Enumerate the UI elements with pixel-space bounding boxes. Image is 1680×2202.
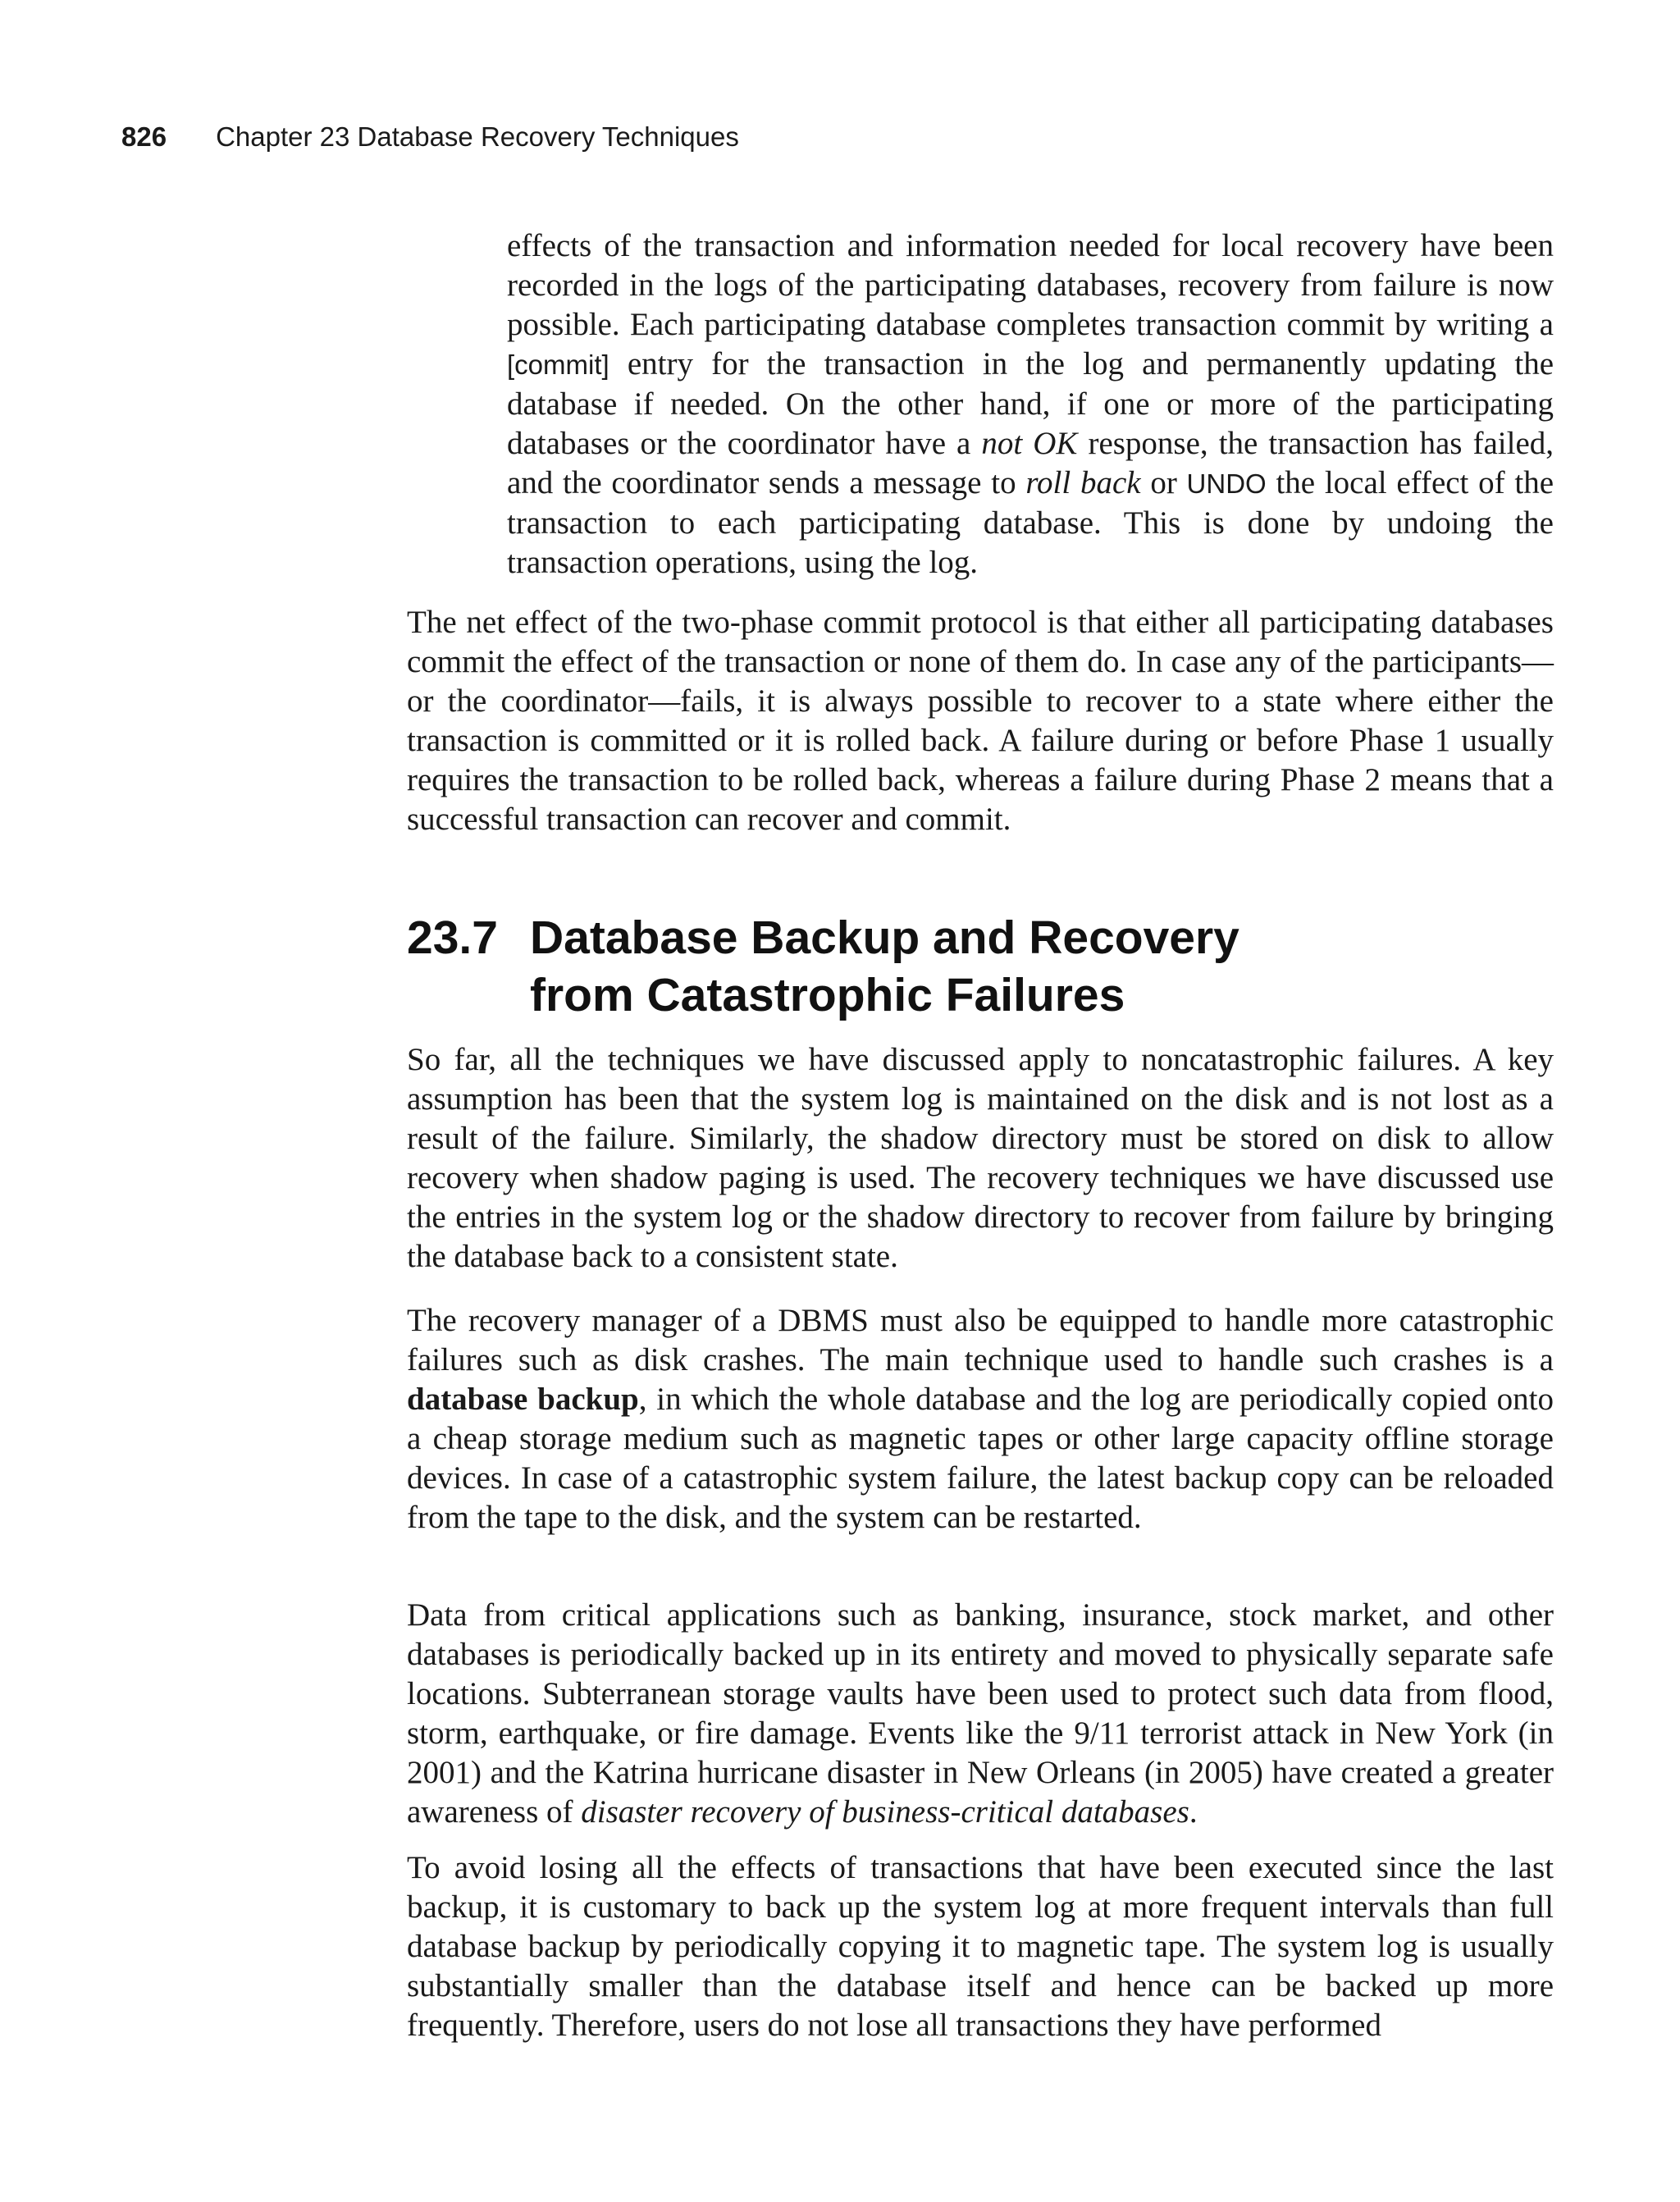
commit-log-entry: [commit] (507, 349, 609, 380)
database-backup-term: database backup (407, 1382, 639, 1417)
text-run: , in which the whole database and the log are periodically copied onto a cheap storage medium such as magnetic tapes or other large capacity offline storage devices. In case of a catastrophic system failure, the latest backup copy can be reloaded from the tape to the disk, and the system can be restarted. (407, 1382, 1554, 1535)
section-title-line1: Database Backup and Recovery (530, 911, 1239, 964)
paragraph-text: So far, all the techniques we have discussed apply to noncatastrophic failures. A key assumption has been that the system log is maintained on the disk and is not lost as a result of the failure. Similarly, the shadow directory must be stored on disk to allow recovery when shadow paging is used. The recovery techniques we have discussed use the entries in the system log or the shadow directory to recover from failure by bringing the database back to a consistent state. (407, 1042, 1554, 1274)
text-run: The recovery manager of a DBMS must also be equipped to handle more catastrophic failures such as disk crashes. The main technique used to handle such crashes is a (407, 1303, 1554, 1377)
not-ok-term: not OK (981, 426, 1078, 461)
section-title-line2: from Catastrophic Failures (530, 969, 1125, 1021)
paragraph-avoid-losing (407, 1848, 1554, 2045)
paragraph-critical-data (407, 1596, 1554, 1832)
disaster-recovery-term: disaster recovery of business-critical databases (581, 1794, 1189, 1830)
undo-keyword: UNDO (1186, 468, 1267, 499)
text-run: or (1140, 465, 1187, 500)
paragraph-recovery-manager (407, 1301, 1554, 1537)
text-run: response, the transaction has failed, and the coordinator sends a message to (507, 426, 1554, 500)
paragraph-text (407, 1301, 1554, 1537)
paragraph-two-phase-commit-continuation (507, 226, 1554, 582)
text-run: entry for the transaction in the log and permanently updating the database if needed. On the other hand, if one or more of the participating databases or the coordinator have a (507, 346, 1554, 461)
paragraph-so-far (407, 1040, 1554, 1277)
text-run: . (1189, 1794, 1198, 1830)
text-run: Data from critical applications such as banking, insurance, stock market, and other databases is periodically backed up in its entirety and moved to physically separate safe locations. Subterranean storage vaults have been used to protect such data from flood, storm, earthquake, or fire damage. Events like the 9/11 terrorist attack in New York (in 2001) and the Katrina hurricane disaster in New Orleans (in 2005) have created a greater awareness of (407, 1597, 1554, 1830)
paragraph-text: The net effect of the two-phase commit protocol is that either all participating databases commit the effect of the transaction or none of them do. In case any of the participants—or the coordinator—fails, it is always possible to recover to a state where either the transaction is committed or it is rolled back. A failure during or before Phase 1 usually requires the transaction to be rolled back, whereas a failure during Phase 2 means that a successful transaction can recover and commit. (407, 605, 1554, 837)
roll-back-term: roll back (1025, 465, 1141, 500)
paragraph-text (407, 1596, 1554, 1832)
running-head (121, 117, 739, 157)
text-run: effects of the transaction and information needed for local recovery have been recorded in the logs of the participating databases, recovery from failure is now possible. Each participating database completes transaction commit by writing a (507, 228, 1554, 342)
indented-paragraph (507, 226, 1554, 582)
chapter-title: Chapter 23 Database Recovery Techniques (216, 121, 739, 152)
section-number: 23.7 (407, 911, 498, 964)
section-heading (407, 909, 1239, 1024)
paragraph-text: To avoid losing all the effects of transactions that have been executed since the last backup, it is customary to back up the system log at more frequent intervals than full database backup by periodically copying it to magnetic tape. The system log is usually substantially smaller than the database itself and hence can be backed up more frequently. Therefore, users do not lose all transactions they have performed (407, 1850, 1554, 2043)
page-number: 826 (121, 121, 167, 152)
paragraph-net-effect (407, 603, 1554, 839)
text-run: the local effect of the transaction to each participating database. This is done by undoing the transaction operations, using the log. (507, 465, 1554, 580)
